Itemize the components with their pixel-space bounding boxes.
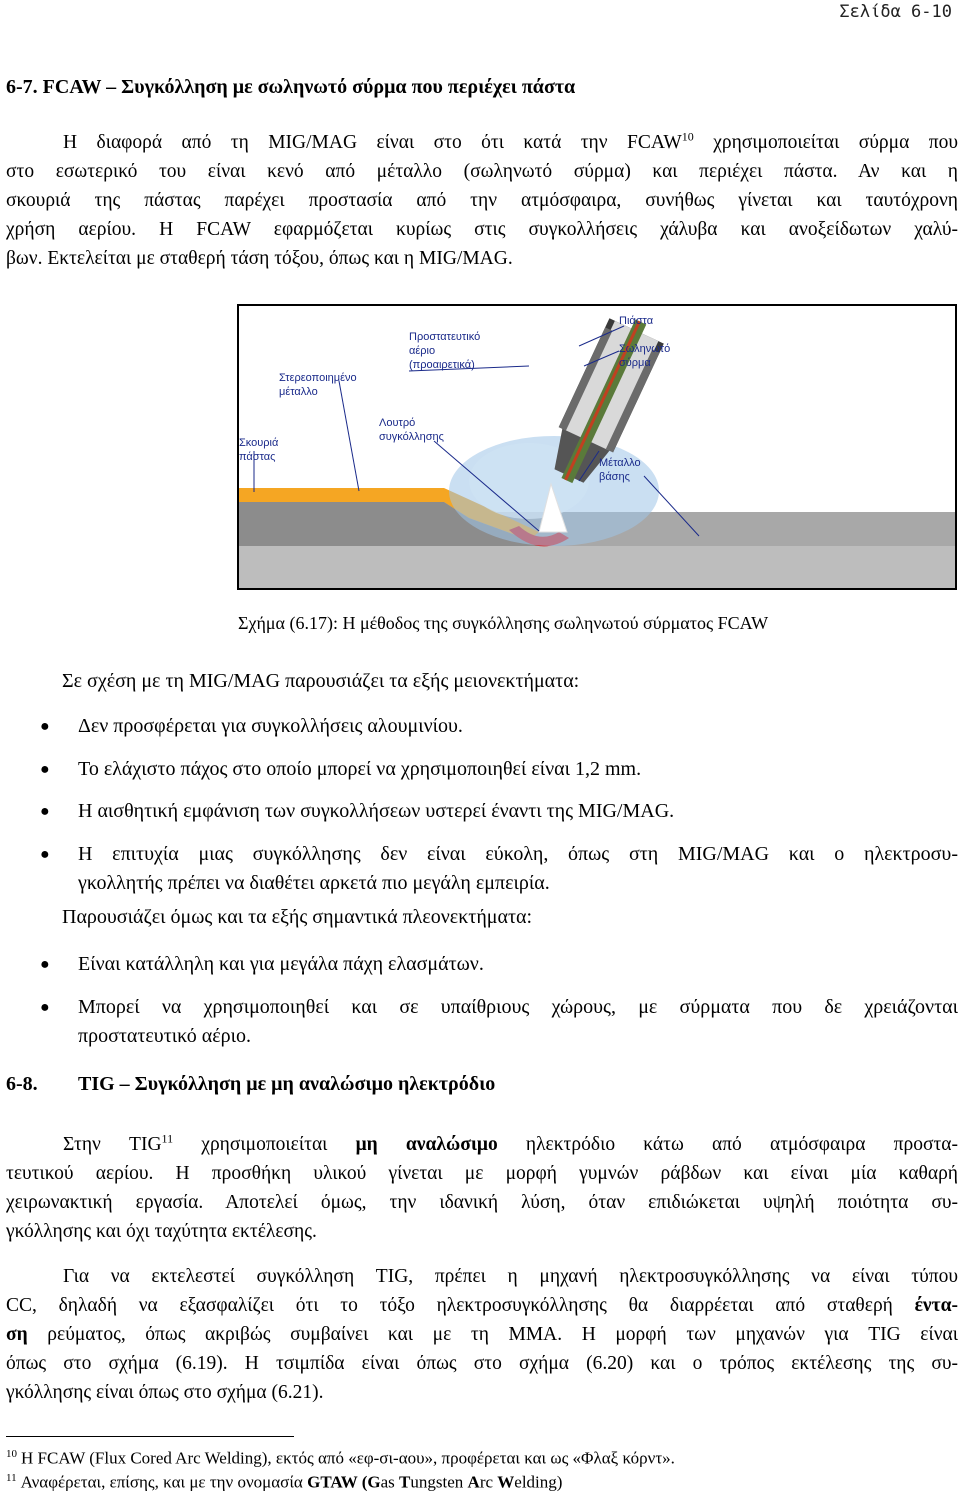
label-base-metal-1: Μέταλλο xyxy=(599,457,641,469)
bullet-icon: ● xyxy=(40,846,50,863)
bullet-icon: ● xyxy=(40,803,50,820)
footnote-ref-10[interactable]: 10 xyxy=(681,129,694,143)
para-line: χειρωνακτική εργασία. Αποτελεί όμως, την ιδανική λύση, όταν επιδιώκεται υψηλή ποιότητα συ- xyxy=(6,1191,958,1213)
label-shield-gas-3: (προαιρετικά) xyxy=(409,359,475,371)
bullet-icon: ● xyxy=(40,956,50,973)
label-slag-1: Σκουριά xyxy=(239,437,279,449)
tig-paragraph-2 xyxy=(6,1262,958,1407)
section-6-8-heading xyxy=(6,1073,495,1096)
bullet-icon: ● xyxy=(40,999,50,1016)
section-title: TIG – Συγκόλληση με μη αναλώσιμο ηλεκτρόδιο xyxy=(78,1073,496,1095)
label-molten-pool-1: Λουτρό xyxy=(379,417,416,429)
label-slag-2: πάστας xyxy=(239,451,276,463)
label-molten-pool-2: συγκόλλησης xyxy=(379,431,444,443)
label-base-metal-2: βάσης xyxy=(599,471,630,483)
para-line: Για να εκτελεστεί συγκόλληση TIG, πρέπει η μηχανή ηλεκτροσυγκόλλησης να είναι τύπου xyxy=(63,1266,958,1287)
para-line: χρήση αερίου. Η FCAW εφαρμόζεται κυρίως στις συγκολλήσεις χάλυβα και ανοξείδωτων χαλύ- xyxy=(6,218,958,240)
label-nozzle: Πιάστα xyxy=(619,315,654,327)
section-number: 6-8. xyxy=(6,1073,38,1095)
footnote-11: $^{11}$ Αναφέρεται, επίσης, και με την ονομασία GTAW (Gas Tungsten Arc Welding) xyxy=(6,1472,563,1492)
footnote-10: $^{10}$ Η FCAW (Flux Cored Arc Welding), εκτός από «εφ-σι-αου», προφέρεται και ως «Φλαξ κόρντ». xyxy=(6,1448,675,1468)
disadvantages-intro: Σε σχέση με τη MIG/MAG παρουσιάζει τα εξής μειονεκτήματα: xyxy=(62,670,580,692)
label-tubular-wire-2: σύρμα xyxy=(619,357,651,369)
footnote-separator xyxy=(6,1436,294,1437)
para-line: σκουριά της πάστας παρέχει προστασία από την ατμόσφαιρα, συνήθως γίνεται και ταυτόχρονη xyxy=(6,189,958,211)
tig-paragraph-1 xyxy=(6,1124,958,1246)
para-line: στο εσωτερικό του είναι κενό από μέταλλο (σωληνωτό σύρμα) και περιέχει πάστα. Αν και η xyxy=(6,160,958,182)
figure-caption: Σχήμα (6.17): Η μέθοδος της συγκόλλησης σωληνωτού σύρματος FCAW xyxy=(238,613,769,633)
label-shield-gas-2: αέριο xyxy=(409,345,436,357)
bullet-icon: ● xyxy=(40,761,50,778)
para-line: τευτικού αερίου. Η προσθήκη υλικού γίνεται με μορφή γυμνών ράβδων και είναι μία καθαρή xyxy=(6,1162,958,1184)
advantages-intro: Παρουσιάζει όμως και τα εξής σημαντικά πλεονεκτήματα: xyxy=(62,906,533,928)
label-tubular-wire-1: Σωληνωτό xyxy=(619,343,671,355)
page-number: Σελίδα 6-10 xyxy=(839,2,952,22)
fcaw-paragraph xyxy=(6,122,958,273)
para-line: βων. Εκτελείται με σταθερή τάση τόξου, όπως και η MIG/MAG. xyxy=(6,247,513,269)
para-line: γκόλλησης είναι όπως στο σχήμα (6.21). xyxy=(6,1382,324,1403)
label-solid-metal-2: μέταλλο xyxy=(279,386,318,398)
fcaw-figure xyxy=(237,304,957,590)
para-line: ση ρεύματος, όπως ακριβώς συμβαίνει και με τη MMA. Η μορφή των μηχανών για TIG είναι xyxy=(6,1324,958,1345)
label-solid-metal-1: Στερεοποιημένο xyxy=(279,372,357,384)
para-line: Η διαφορά από τη MIG/MAG είναι στο ότι κατά την FCAW$^{10}$ χρησιμοποιείται σύρμα που xyxy=(63,129,958,153)
fcaw-diagram xyxy=(239,306,955,588)
para-line: CC, δηλαδή να εξασφαλίζει ότι το τόξο ηλεκτροσυγκόλλησης θα διαρρέεται από σταθερή έντα- xyxy=(6,1295,958,1316)
section-6-7-heading: 6-7. FCAW – Συγκόλληση με σωληνωτό σύρμα που περιέχει πάστα xyxy=(6,76,576,98)
para-line: Στην TIG$^{11}$ χρησιμοποιείται μη αναλώσιμο ηλεκτρόδιο κάτω από ατμόσφαιρα προστα- xyxy=(63,1131,958,1155)
label-shield-gas-1: Προστατευτικό xyxy=(409,331,481,343)
para-line: γκόλλησης και όχι ταχύτητα εκτέλεσης. xyxy=(6,1220,317,1242)
para-line: όπως στο σχήμα (6.19). Η τσιμπίδα είναι όπως στο σχήμα (6.20) και ο τρόπος εκτέλεσης της συ- xyxy=(6,1353,958,1374)
bullet-icon: ● xyxy=(40,718,50,735)
footnote-ref-11[interactable]: 11 xyxy=(161,1131,174,1145)
